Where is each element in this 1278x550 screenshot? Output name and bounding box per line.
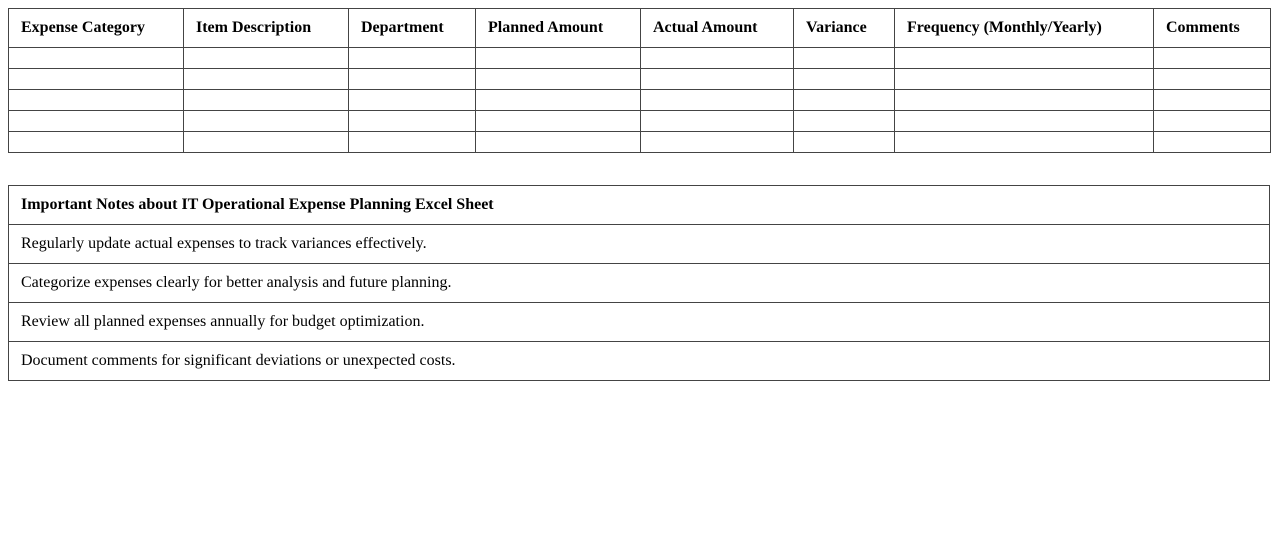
important-notes-table <box>8 185 1270 381</box>
cell-comments[interactable] <box>1154 90 1271 111</box>
cell-actual-amount[interactable] <box>641 48 794 69</box>
cell-planned-amount[interactable] <box>476 48 641 69</box>
column-header-frequency: Frequency (Monthly/Yearly) <box>895 9 1154 48</box>
cell-actual-amount[interactable] <box>641 69 794 90</box>
cell-frequency[interactable] <box>895 69 1154 90</box>
cell-expense-category[interactable] <box>9 69 184 90</box>
cell-expense-category[interactable] <box>9 111 184 132</box>
cell-department[interactable] <box>349 69 476 90</box>
column-header-actual-amount: Actual Amount <box>641 9 794 48</box>
cell-comments[interactable] <box>1154 111 1271 132</box>
cell-expense-category[interactable] <box>9 90 184 111</box>
cell-item-description[interactable] <box>184 69 349 90</box>
cell-variance[interactable] <box>794 90 895 111</box>
table-row <box>9 111 1271 132</box>
cell-planned-amount[interactable] <box>476 90 641 111</box>
cell-department[interactable] <box>349 48 476 69</box>
notes-header-row <box>9 186 1270 225</box>
note-row <box>9 303 1270 342</box>
cell-department[interactable] <box>349 132 476 153</box>
note-item: Categorize expenses clearly for better analysis and future planning. <box>9 264 1270 303</box>
cell-comments[interactable] <box>1154 48 1271 69</box>
cell-planned-amount[interactable] <box>476 132 641 153</box>
cell-item-description[interactable] <box>184 132 349 153</box>
note-item: Regularly update actual expenses to track variances effectively. <box>9 225 1270 264</box>
cell-item-description[interactable] <box>184 111 349 132</box>
cell-department[interactable] <box>349 111 476 132</box>
cell-expense-category[interactable] <box>9 48 184 69</box>
table-header-row <box>9 9 1271 48</box>
column-header-item-description: Item Description <box>184 9 349 48</box>
note-row <box>9 264 1270 303</box>
cell-variance[interactable] <box>794 111 895 132</box>
table-row <box>9 69 1271 90</box>
note-row <box>9 225 1270 264</box>
column-header-comments: Comments <box>1154 9 1271 48</box>
column-header-department: Department <box>349 9 476 48</box>
cell-item-description[interactable] <box>184 48 349 69</box>
cell-variance[interactable] <box>794 69 895 90</box>
cell-variance[interactable] <box>794 132 895 153</box>
note-row <box>9 342 1270 381</box>
cell-frequency[interactable] <box>895 111 1154 132</box>
table-row <box>9 90 1271 111</box>
note-item: Review all planned expenses annually for budget optimization. <box>9 303 1270 342</box>
expense-planning-table <box>8 8 1271 153</box>
cell-comments[interactable] <box>1154 132 1271 153</box>
cell-item-description[interactable] <box>184 90 349 111</box>
table-row <box>9 48 1271 69</box>
page-content <box>8 8 1270 381</box>
column-header-expense-category: Expense Category <box>9 9 184 48</box>
cell-variance[interactable] <box>794 48 895 69</box>
table-row <box>9 132 1271 153</box>
cell-expense-category[interactable] <box>9 132 184 153</box>
cell-frequency[interactable] <box>895 48 1154 69</box>
note-item: Document comments for significant deviations or unexpected costs. <box>9 342 1270 381</box>
cell-comments[interactable] <box>1154 69 1271 90</box>
cell-actual-amount[interactable] <box>641 90 794 111</box>
cell-frequency[interactable] <box>895 132 1154 153</box>
notes-title: Important Notes about IT Operational Expense Planning Excel Sheet <box>9 186 1270 225</box>
cell-planned-amount[interactable] <box>476 111 641 132</box>
cell-actual-amount[interactable] <box>641 132 794 153</box>
cell-frequency[interactable] <box>895 90 1154 111</box>
cell-planned-amount[interactable] <box>476 69 641 90</box>
cell-department[interactable] <box>349 90 476 111</box>
column-header-variance: Variance <box>794 9 895 48</box>
cell-actual-amount[interactable] <box>641 111 794 132</box>
column-header-planned-amount: Planned Amount <box>476 9 641 48</box>
